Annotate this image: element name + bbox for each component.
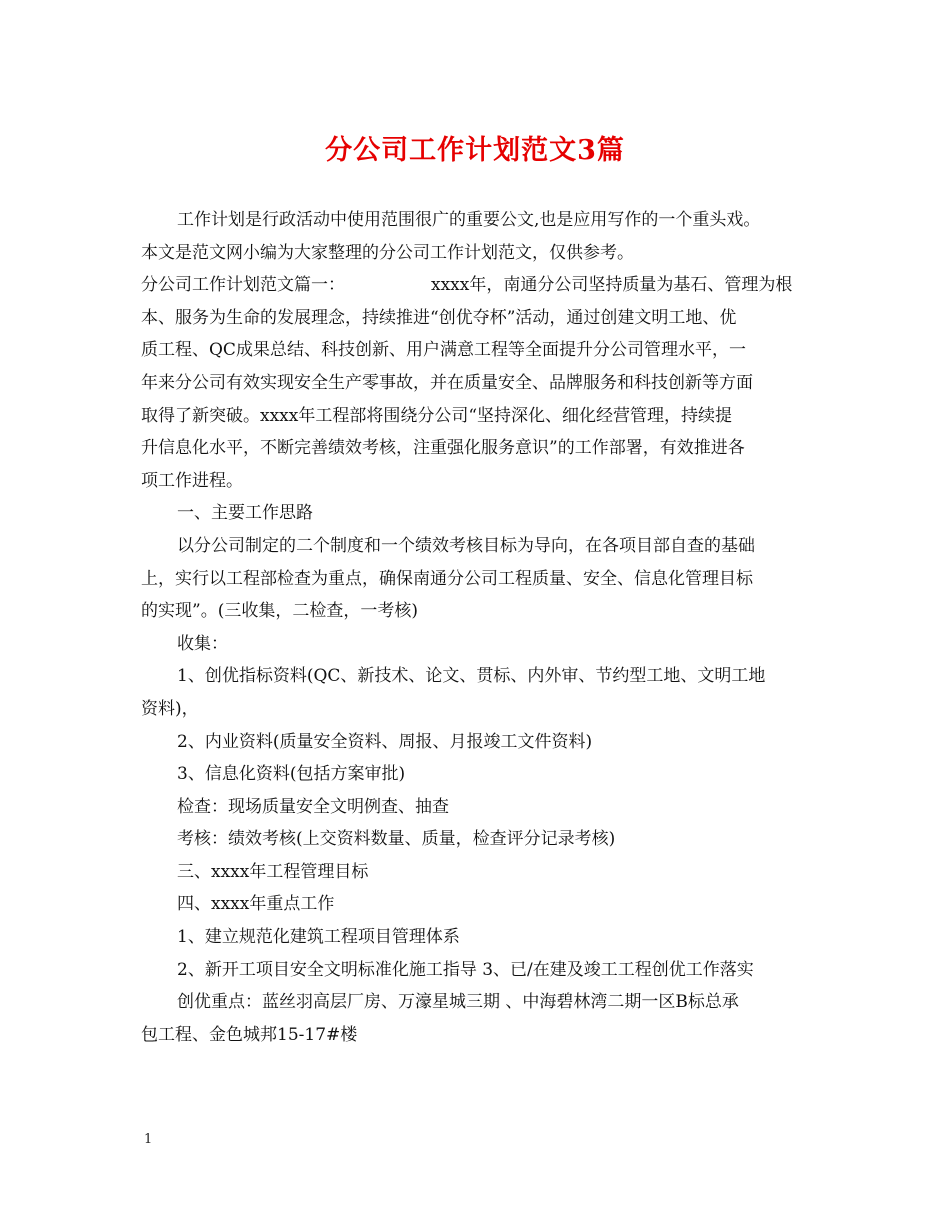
intro-line-1: 工作计划是行政活动中使用范围很广的重要公文,也是应用写作的一个重头戏。 xyxy=(177,210,761,230)
paragraph-line: 升信息化水平，不断完善绩效考核，注重强化服务意识”的工作部署，有效推进各 xyxy=(141,438,745,459)
list-item-continuation: 资料)， xyxy=(141,698,199,719)
document-body xyxy=(141,204,831,1051)
list-item: 2、内业资料(质量安全资料、周报、月报竣工文件资料) xyxy=(177,731,593,752)
list-item: 3、信息化资料(包括方案审批) xyxy=(177,764,406,785)
section-one-first-line xyxy=(141,269,831,302)
list-item: 2、新开工项目安全文明标准化施工指导 3、已/在建及竣工工程创优工作落实 xyxy=(177,959,754,980)
paragraph-line: 以分公司制定的二个制度和一个绩效考核目标为导向，在各项目部自查的基础 xyxy=(177,535,755,556)
paragraph-line: 年来分公司有效实现安全生产零事故，并在质量安全、品牌服务和科技创新等方面 xyxy=(141,372,753,393)
paragraph-line: 包工程、金色城邦15-17#楼 xyxy=(141,1024,358,1045)
section-one-first-sentence: xxxx年，南通分公司坚持质量为基石、管理为根 xyxy=(431,275,793,296)
list-item: 1、建立规范化建筑工程项目管理体系 xyxy=(177,927,460,948)
paragraph-line: 项工作进程。 xyxy=(141,470,243,491)
label-assess: 考核：绩效考核(上交资料数量、质量，检查评分记录考核) xyxy=(177,829,616,850)
label-collect: 收集： xyxy=(177,633,228,654)
paragraph-line: 上，实行以工程部检查为重点，确保南通分公司工程质量、安全、信息化管理目标 xyxy=(141,568,753,589)
section-one-heading: 分公司工作计划范文篇一： xyxy=(141,275,345,296)
heading-key-work: 四、xxxx年重点工作 xyxy=(177,894,335,915)
intro-line-2: 本文是范文网小编为大家整理的分公司工作计划范文，仅供参考。 xyxy=(141,242,634,263)
paragraph-line: 的实现”。(三收集，二检查，一考核) xyxy=(141,601,418,622)
paragraph-line: 本、服务为生命的发展理念，持续推进“创优夺杯”活动，通过创建文明工地、优 xyxy=(141,307,737,328)
paragraph-line: 取得了新突破。xxxx年工程部将围绕分公司“坚持深化、细化经营管理，持续提 xyxy=(141,405,733,426)
paragraph-line: 创优重点：蓝丝羽高层厂房、万濠星城三期 、中海碧林湾二期一区B标总承 xyxy=(177,992,739,1013)
list-item: 1、创优指标资料(QC、新技术、论文、贯标、内外审、节约型工地、文明工地 xyxy=(177,666,766,687)
paragraph-line: 质工程、QC成果总结、科技创新、用户满意工程等全面提升分公司管理水平，一 xyxy=(141,340,746,361)
page-number: 1 xyxy=(144,1132,153,1147)
heading-management-goals: 三、xxxx年工程管理目标 xyxy=(177,861,369,882)
label-check: 检查：现场质量安全文明例查、抽查 xyxy=(177,796,449,817)
heading-work-ideas: 一、主要工作思路 xyxy=(177,503,313,524)
document-title: 分公司工作计划范文3篇 xyxy=(325,135,625,166)
